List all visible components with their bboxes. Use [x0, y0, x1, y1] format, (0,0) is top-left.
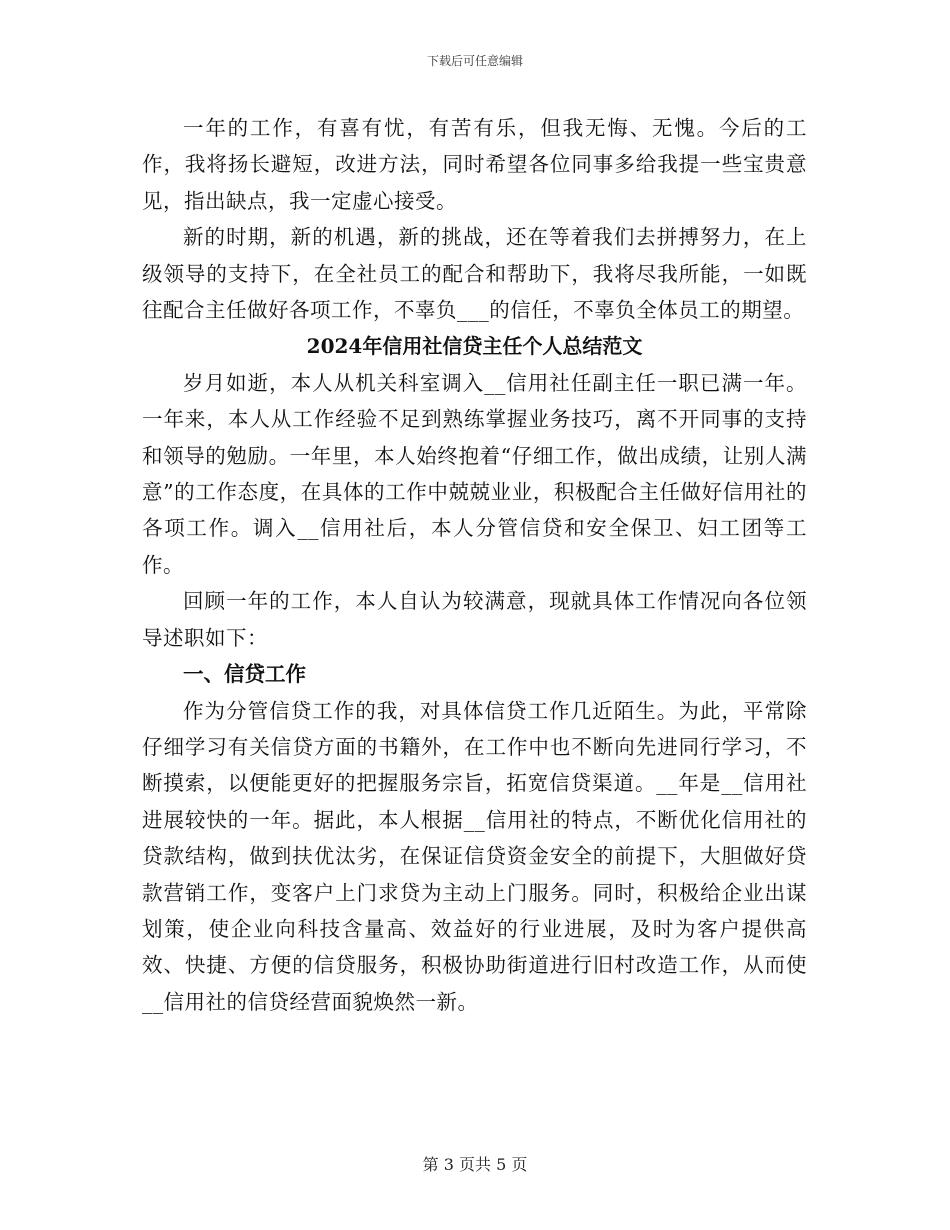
paragraph-review: 回顾一年的工作，本人自认为较满意，现就具体工作情况向各位领导述职如下：: [142, 589, 807, 650]
section-heading-credit-work: 一、信贷工作: [183, 662, 306, 687]
page-number: 第 3 页共 5 页: [422, 1155, 528, 1174]
document-title: 2024年信用社信贷主任个人总结范文: [306, 334, 643, 359]
document-body: [142, 110, 807, 1020]
paragraph-credit-work: 作为分管信贷工作的我，对具体信贷工作几近陌生。为此，平常除仔细学习有关信贷方面的书籍外，在工作中也不断向先进同行学习，不断摸索，以便能更好的把握服务宗旨，拓宽信贷渠道。__年是__信用社进展较快的一年。据此，本人根据__信用社的特点，不断优化信用社的贷款结构，做到扶优汰劣，在保证信贷资金安全的前提下，大胆做好贷款营销工作，变客户上门求贷为主动上门服务。同时，积极给企业出谋划策，使企业向科技含量高、效益好的行业进展，及时为客户提供高效、快捷、方便的信贷服务，积极协助街道进行旧村改造工作，从而使__信用社的信贷经营面貌焕然一新。: [142, 698, 807, 1014]
paragraph-new-period: 新的时期，新的机遇，新的挑战，还在等着我们去拼搏努力，在上级领导的支持下，在全社员工的配合和帮助下，我将尽我所能，一如既往配合主任做好各项工作，不辜负___的信任，不辜负全体员工的期望。: [142, 225, 807, 323]
paragraph-intro: 岁月如逝，本人从机关科室调入__信用社任副主任一职已满一年。一年来，本人从工作经验不足到熟练掌握业务技巧，离不开同事的支持和领导的勉励。一年里，本人始终抱着“仔细工作，做出成绩，让别人满意”的工作态度，在具体的工作中兢兢业业，积极配合主任做好信用社的各项工作。调入__信用社后，本人分管信贷和安全保卫、妇工团等工作。: [142, 370, 807, 577]
paragraph-closing-reflection: 一年的工作，有喜有忧，有苦有乐，但我无悔、无愧。今后的工作，我将扬长避短，改进方法，同时希望各位同事多给我提一些宝贵意见，指出缺点，我一定虚心接受。: [142, 116, 807, 213]
header-note: 下载后可任意编辑: [426, 54, 523, 68]
